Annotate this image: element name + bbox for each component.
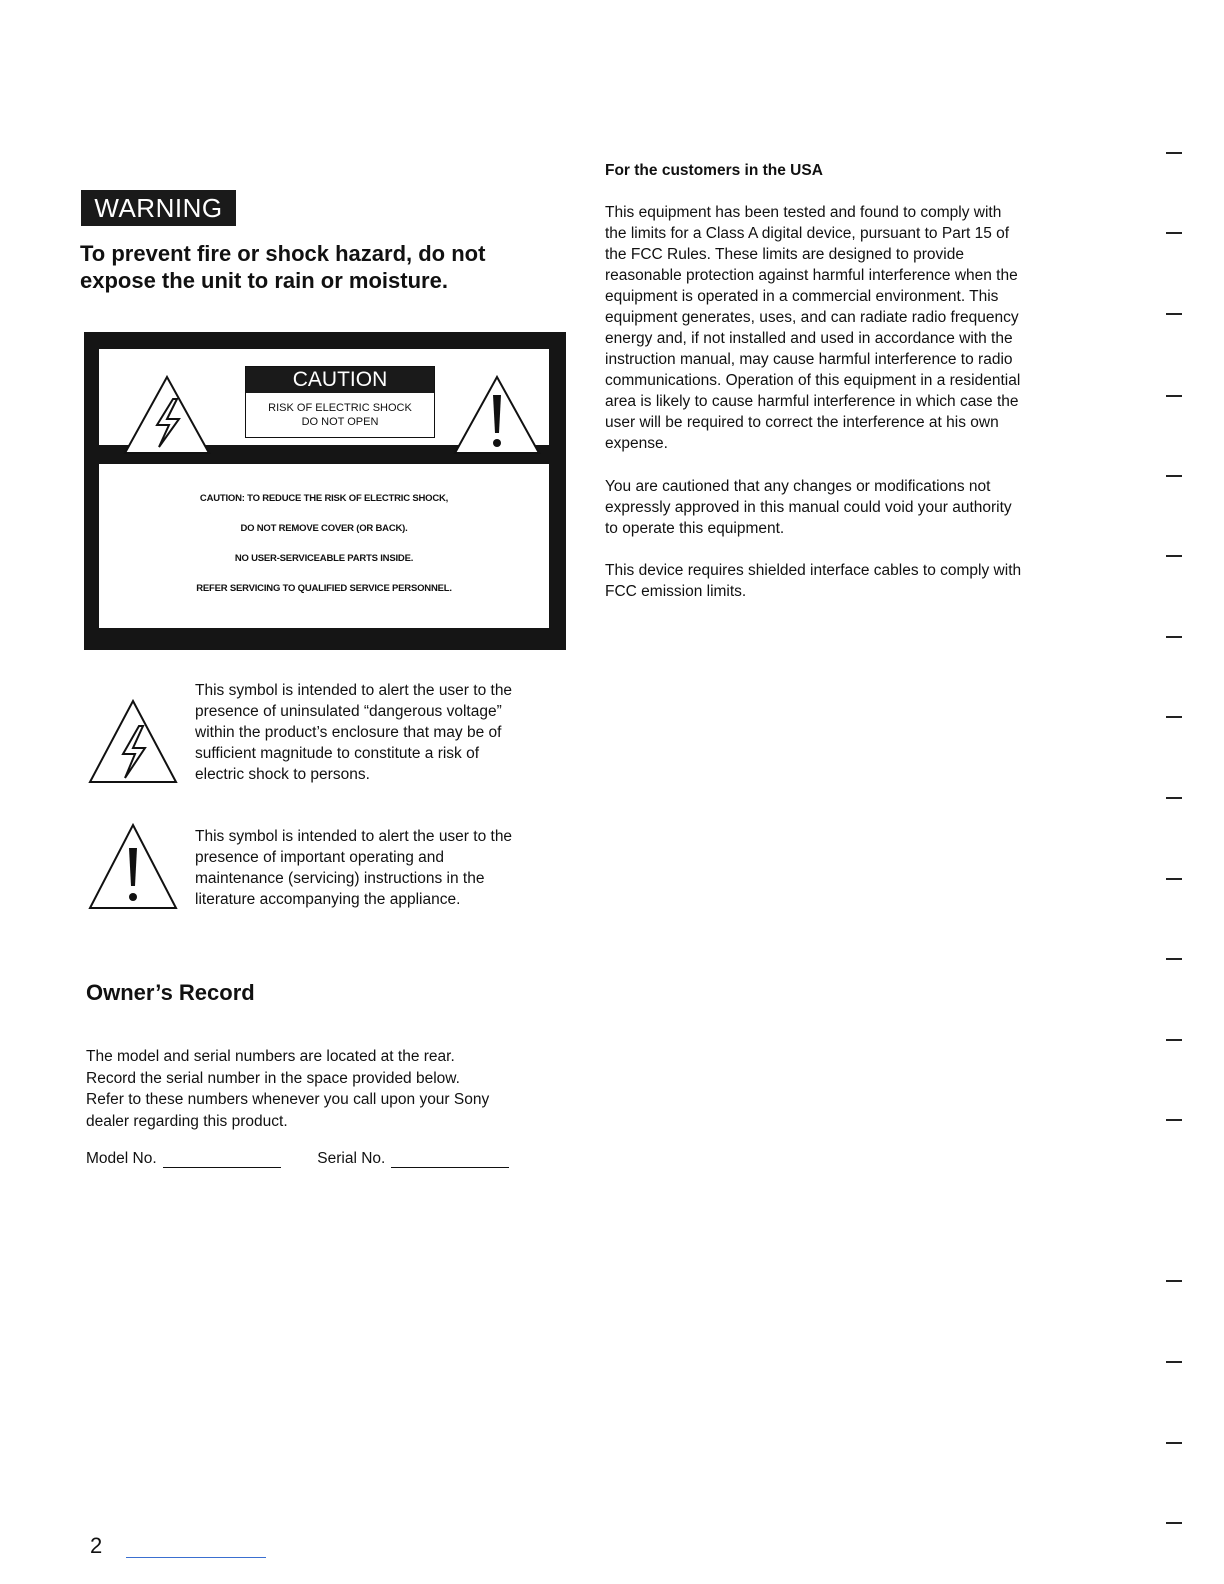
caution-label-top: [99, 349, 549, 445]
margin-tick: [1166, 152, 1182, 154]
margin-tick: [1166, 636, 1182, 638]
margin-tick: [1166, 1039, 1182, 1041]
margin-tick: [1166, 1119, 1182, 1121]
margin-tick: [1166, 1442, 1182, 1444]
margin-tick: [1166, 395, 1182, 397]
caution-instructions: [99, 464, 549, 628]
margin-tick: [1166, 1280, 1182, 1282]
margin-tick: [1166, 555, 1182, 557]
caution-line: REFER SERVICING TO QUALIFIED SERVICE PERSONNEL.: [196, 583, 452, 594]
caution-line: CAUTION: TO REDUCE THE RISK OF ELECTRIC SHOCK,: [199, 493, 449, 504]
owner-record-text: The model and serial numbers are located at the rear. Record the serial number in the space provided below. Refer to these numbers whenever you call upon your Sony dealer regarding this product.: [86, 1048, 490, 1130]
margin-tick: [1166, 958, 1182, 960]
margin-tick: [1166, 878, 1182, 880]
lightning-triangle-icon: [121, 373, 213, 457]
record-fields: [86, 1150, 509, 1168]
margin-tick: [1166, 1522, 1182, 1524]
exclamation-triangle-icon: [87, 822, 179, 912]
caution-subtitle: RISK OF ELECTRIC SHOCK DO NOT OPEN: [268, 402, 412, 428]
margin-tick: [1166, 313, 1182, 315]
serial-no-blank: [391, 1151, 509, 1168]
caution-label: [84, 332, 566, 650]
warning-headline: To prevent fire or shock hazard, do not expose the unit to rain or moisture.: [80, 241, 486, 293]
lightning-triangle-icon: [87, 698, 179, 788]
shielded-cables-paragraph: This device requires shielded interface cables to comply with FCC emission limits.: [605, 562, 1022, 600]
owner-record-heading: Owner’s Record: [86, 980, 255, 1005]
margin-tick: [1166, 232, 1182, 234]
warning-badge: WARNING: [81, 190, 236, 226]
caution-box: [245, 366, 435, 438]
margin-tick: [1166, 797, 1182, 799]
usa-heading: For the customers in the USA: [605, 162, 823, 179]
serial-no-label: Serial No.: [317, 1150, 386, 1167]
model-no-blank: [163, 1151, 281, 1168]
page-number-rule: [126, 1557, 266, 1558]
margin-tick: [1166, 716, 1182, 718]
attention-symbol-text: This symbol is intended to alert the user to the presence of important operating and maintenance (servicing) instructions in the literature accompanying the appliance.: [195, 828, 513, 908]
modification-caution-paragraph: You are cautioned that any changes or modifications not expressly approved in this manual could void your authority to operate this equipment.: [605, 478, 1012, 537]
caution-line: NO USER-SERVICEABLE PARTS INSIDE.: [234, 553, 414, 564]
model-no-label: Model No.: [86, 1150, 157, 1167]
margin-tick: [1166, 1361, 1182, 1363]
caution-line: DO NOT REMOVE COVER (OR BACK).: [240, 523, 408, 534]
margin-tick: [1166, 475, 1182, 477]
caution-title: CAUTION: [246, 367, 434, 393]
fcc-compliance-paragraph: This equipment has been tested and found to comply with the limits for a Class A digital device, pursuant to Part 15 of the FCC Rules. These limits are designed to provide reasonable protection against harmful interference when the equipment is operated in a commercial environment. This equipment generates, uses, and can radiate radio frequency energy and, if not installed and used in accordance with the instruction manual, may cause harmful interference to radio communications. Operation of this equipment in a residential area is likely to cause harmful interference in which case the user will be required to correct the interference at his own expense.: [605, 204, 1021, 452]
voltage-symbol-text: This symbol is intended to alert the user to the presence of uninsulated “dangerous voltage” within the product’s enclosure that may be of sufficient magnitude to constitute a risk of electric shock to persons.: [195, 682, 513, 783]
page-number: 2: [90, 1533, 103, 1558]
exclamation-triangle-icon: [451, 373, 543, 457]
